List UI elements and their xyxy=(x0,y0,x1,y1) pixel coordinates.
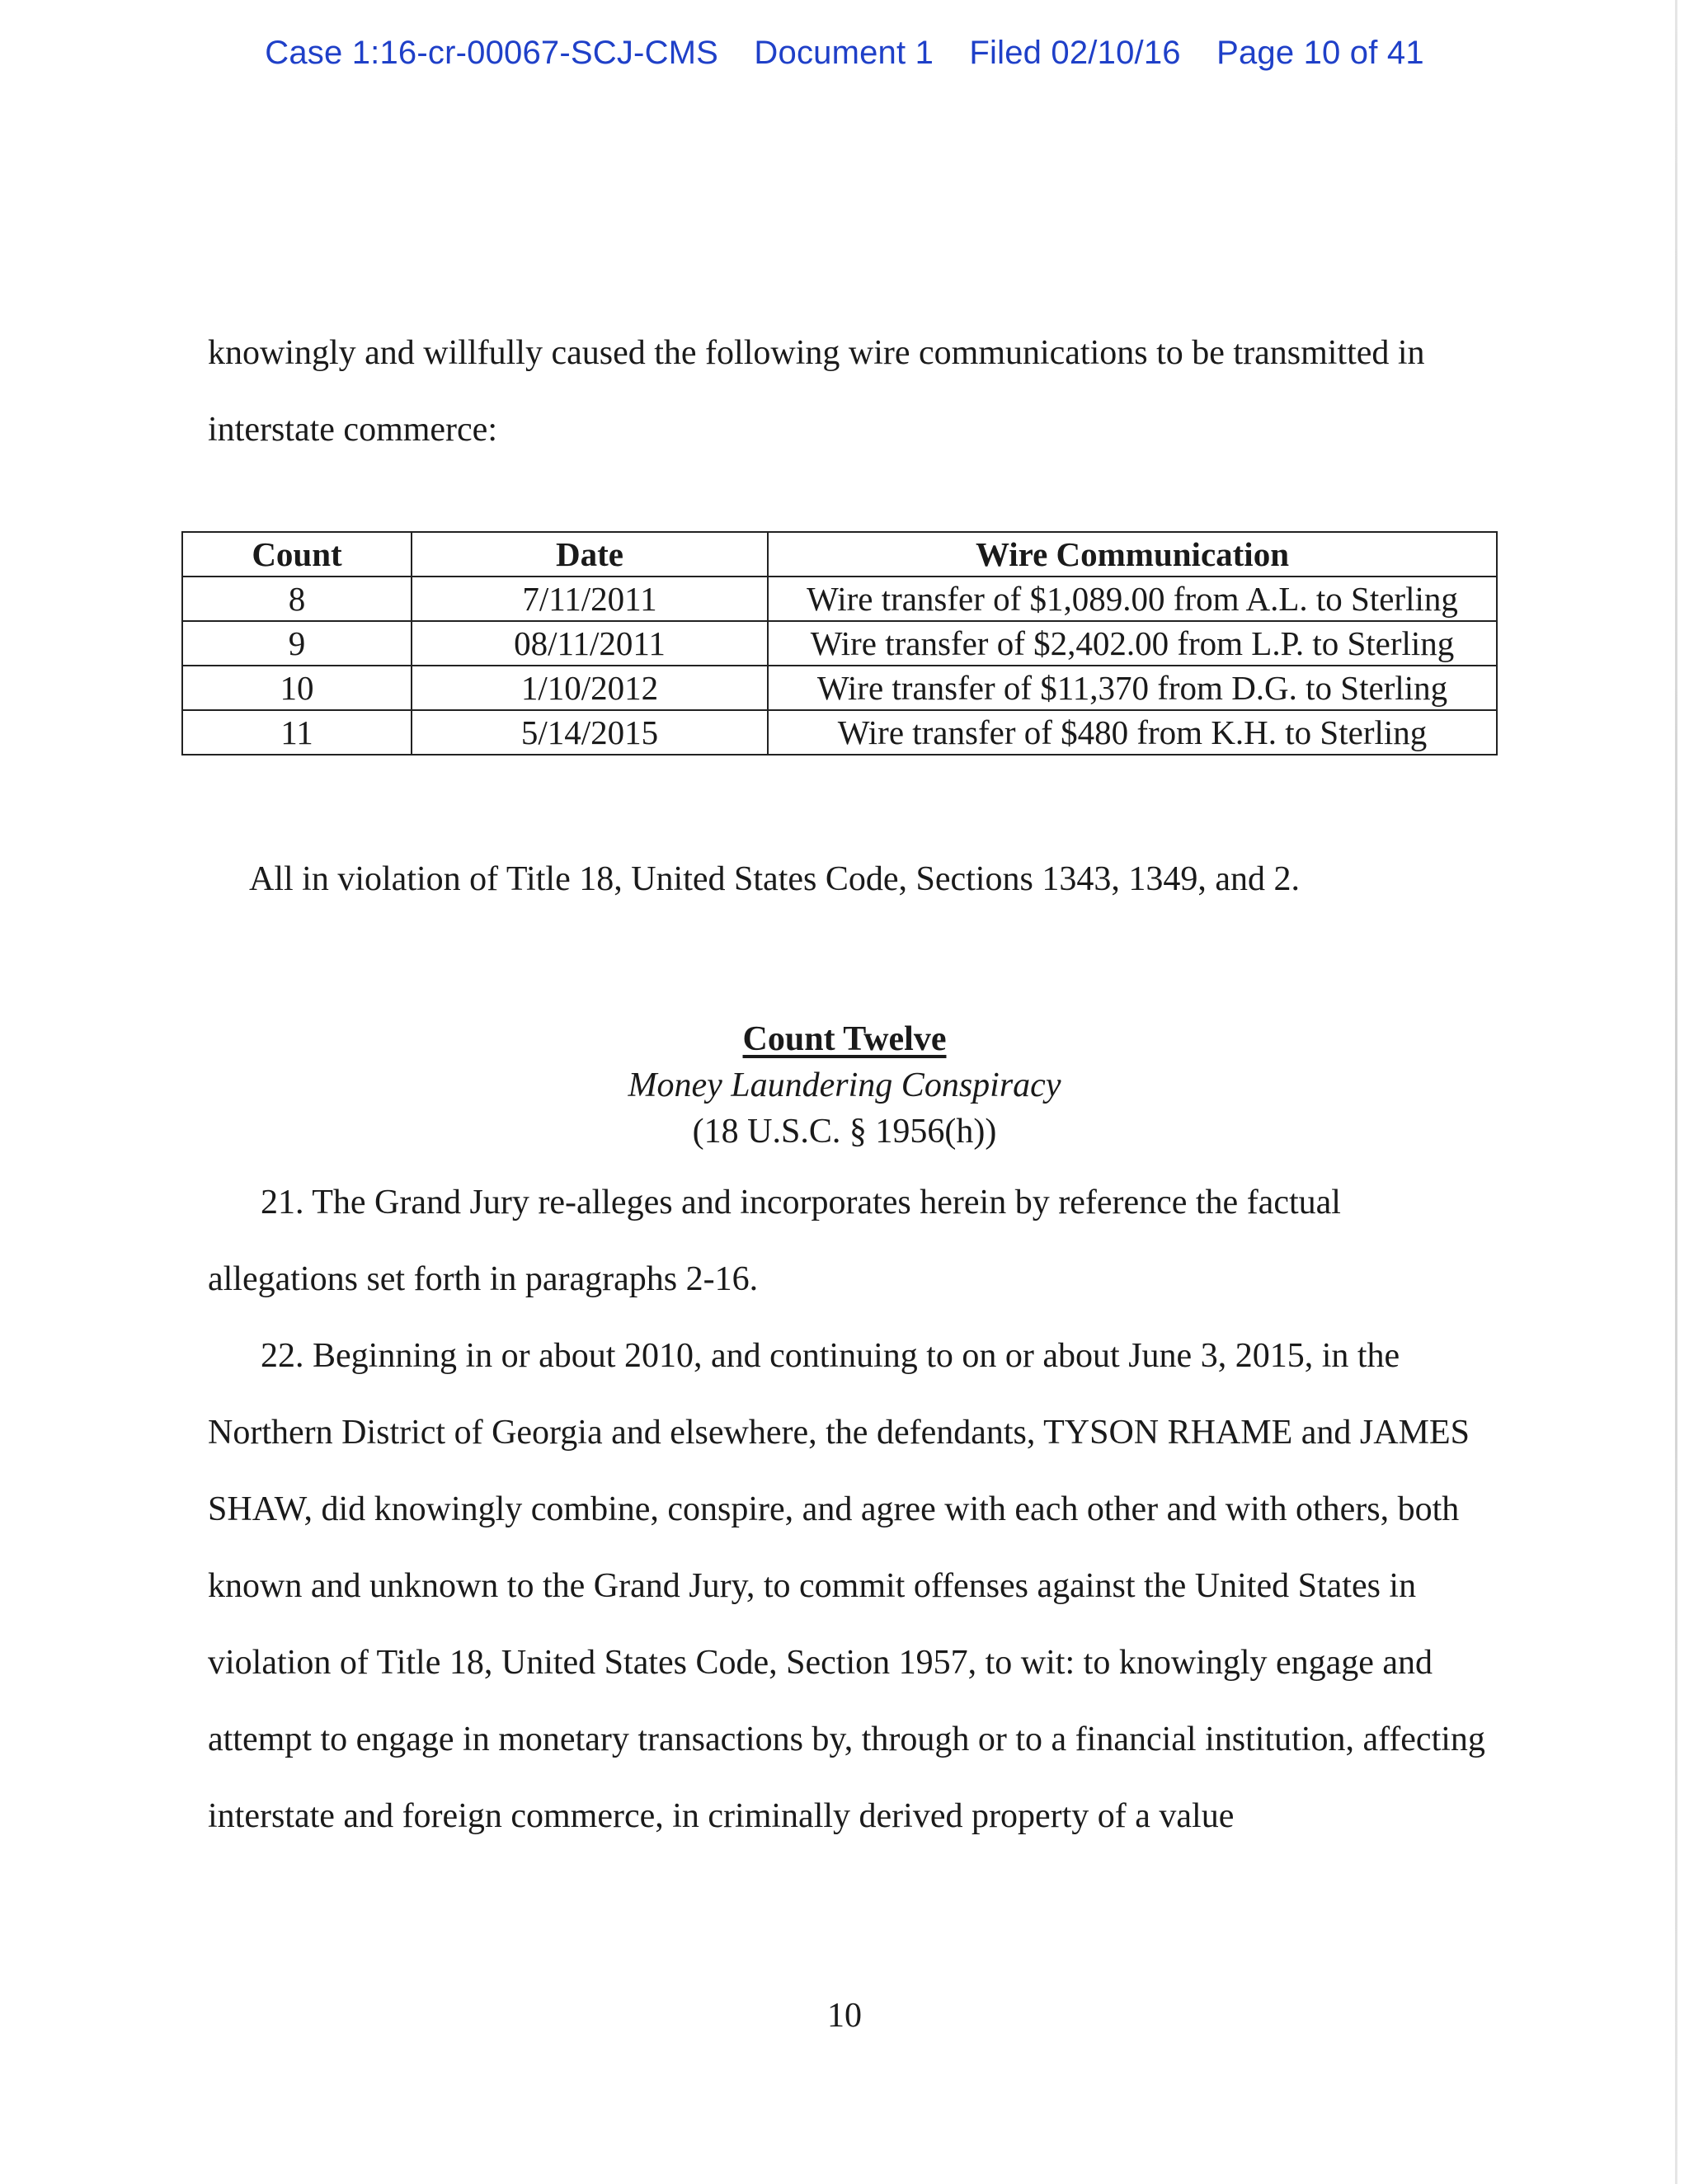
document-number: Document 1 xyxy=(754,35,934,71)
table-row xyxy=(182,621,1497,666)
cell-count: 9 xyxy=(182,621,412,666)
case-number: Case 1:16-cr-00067-SCJ-CMS xyxy=(265,35,719,71)
table-row xyxy=(182,577,1497,621)
violation-statement: All in violation of Title 18, United States Code, Sections 1343, 1349, and 2. xyxy=(249,860,1300,898)
table-header-row xyxy=(182,532,1497,577)
cell-communication: Wire transfer of $480 from K.H. to Sterling xyxy=(768,710,1497,755)
header-date: Date xyxy=(412,532,768,577)
cell-count: 8 xyxy=(182,577,412,621)
count-twelve-heading xyxy=(0,1016,1689,1155)
table-row xyxy=(182,666,1497,710)
count-subtitle: Money Laundering Conspiracy xyxy=(628,1066,1061,1104)
cell-communication: Wire transfer of $1,089.00 from A.L. to Sterling xyxy=(768,577,1497,621)
header-wire-communication: Wire Communication xyxy=(768,532,1497,577)
cell-count: 11 xyxy=(182,710,412,755)
cell-date: 7/11/2011 xyxy=(412,577,768,621)
table-row xyxy=(182,710,1497,755)
cell-communication: Wire transfer of $11,370 from D.G. to Sterling xyxy=(768,666,1497,710)
paragraph-21 xyxy=(208,1165,1494,1318)
cell-count: 10 xyxy=(182,666,412,710)
paragraph-22-text: 22. Beginning in or about 2010, and continuing to on or about June 3, 2015, in the Northern District of Georgia and elsewhere, the defendants, TYSON RHAME and JAMES SHAW, did knowingly combine, conspire, and agree with each other and with others, both known and unknown to the Grand Jury, to commit offenses against the United States in violation of Title 18, United States Code, Section 1957, to wit: to knowingly engage and attempt to engage in monetary transactions by, through or to a financial institution, affecting interstate and foreign commerce, in criminally derived property of a value xyxy=(208,1337,1485,1835)
page-indicator: Page 10 of 41 xyxy=(1216,35,1424,71)
filed-date: Filed 02/10/16 xyxy=(969,35,1181,71)
paragraph-22 xyxy=(208,1318,1494,1855)
count-title: Count Twelve xyxy=(742,1020,947,1058)
cell-date: 5/14/2015 xyxy=(412,710,768,755)
cell-date: 08/11/2011 xyxy=(412,621,768,666)
paragraph-21-text: 21. The Grand Jury re-alleges and incorporates herein by reference the factual allegations set forth in paragraphs 2-16. xyxy=(208,1184,1341,1298)
count-statute: (18 U.S.C. § 1956(h)) xyxy=(692,1113,997,1151)
header-count: Count xyxy=(182,532,412,577)
cell-date: 1/10/2012 xyxy=(412,666,768,710)
cell-communication: Wire transfer of $2,402.00 from L.P. to Sterling xyxy=(768,621,1497,666)
page-number: 10 xyxy=(827,1997,862,2035)
wire-communications-table xyxy=(181,531,1498,755)
ecf-header xyxy=(0,35,1689,72)
intro-paragraph: knowingly and willfully caused the following wire communications to be transmitted in interstate commerce: xyxy=(208,334,1425,449)
